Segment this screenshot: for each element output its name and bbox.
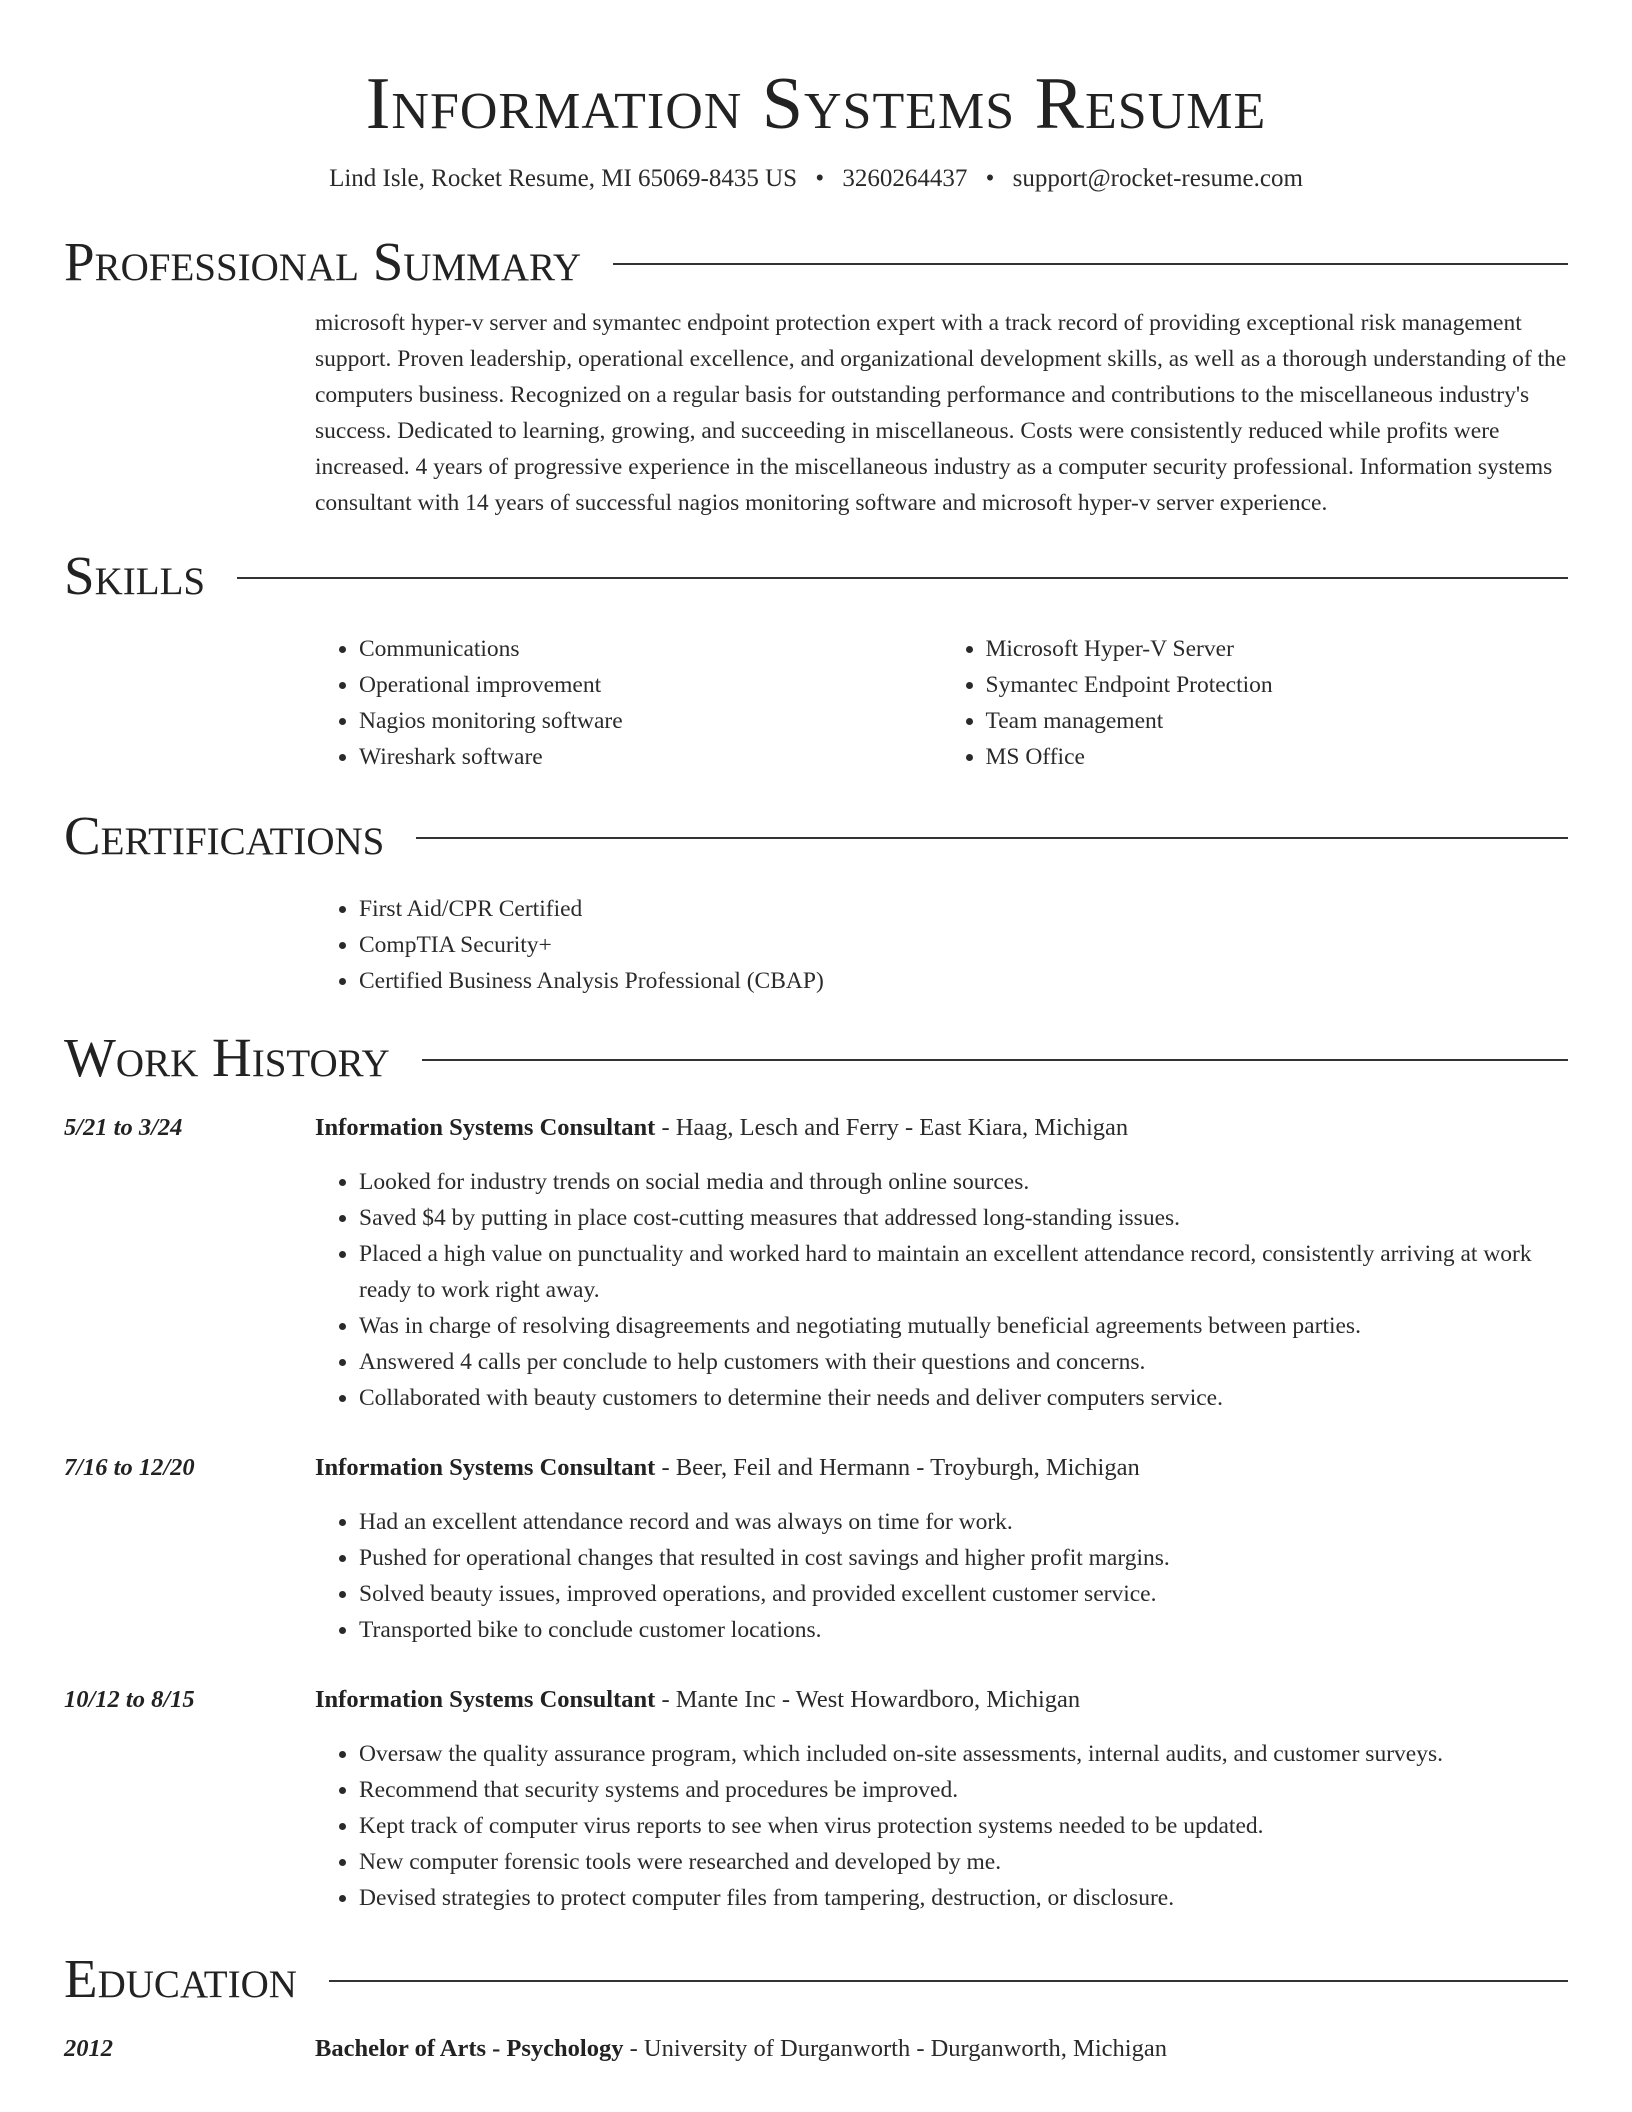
- job-bullets: [315, 1164, 1568, 1416]
- summary-text: microsoft hyper-v server and symantec endpoint protection expert with a track record of providing exceptional risk management support. Proven leadership, operational excellence, and organizational development skills, as well as a thorough understanding of the computers business. Recognized on a regular basis for outstanding performance and contributions to the miscellaneous industry's success. Dedicated to learning, growing, and succeeding in miscellaneous. Costs were consistently reduced while profits were increased. 4 years of progressive experience in the miscellaneous industry as a computer security professional. Information systems consultant with 14 years of successful nagios monitoring software and microsoft hyper-v server experience.: [315, 310, 1567, 516]
- certifications-list: [315, 891, 1568, 999]
- list-item: • Symantec Endpoint Protection: [986, 667, 1569, 703]
- list-item: • Was in charge of resolving disagreements and negotiating mutually beneficial agreements between parties.: [359, 1308, 1568, 1344]
- list-item: • Kept track of computer virus reports to see when virus protection systems needed to be updated.: [359, 1808, 1568, 1844]
- skills-section: [64, 541, 1568, 775]
- contact-email: support@rocket-resume.com: [1012, 165, 1303, 192]
- list-item: • Looked for industry trends on social media and through online sources.: [359, 1164, 1568, 1200]
- contact-line: [64, 162, 1568, 196]
- education-heading: Education: [64, 1948, 297, 2009]
- section-heading: [64, 541, 1568, 611]
- job-header: [64, 1110, 1568, 1146]
- list-item: • Recommend that security systems and procedures be improved.: [359, 1772, 1568, 1808]
- list-item: • Wireshark software: [359, 739, 942, 775]
- list-item: • MS Office: [986, 739, 1569, 775]
- list-item: • First Aid/CPR Certified: [359, 891, 1568, 927]
- job-heading: [315, 1450, 1140, 1486]
- certifications-body: [315, 891, 1568, 999]
- section-heading: [64, 1944, 1568, 2014]
- skills-grid: [315, 631, 1568, 775]
- education-entry: [64, 2031, 1568, 2067]
- list-item: • Transported bike to conclude customer locations.: [359, 1612, 1568, 1648]
- education-header: [64, 2031, 1568, 2067]
- section-heading: [64, 227, 1568, 297]
- list-item: • Had an excellent attendance record and was always on time for work.: [359, 1504, 1568, 1540]
- certifications-section: [64, 801, 1568, 999]
- job-header: [64, 1450, 1568, 1486]
- section-divider: [416, 837, 1568, 839]
- skills-list-left: [315, 631, 942, 775]
- contact-phone: 3260264437: [842, 165, 968, 192]
- job-header: [64, 1682, 1568, 1718]
- list-item: • Team management: [986, 703, 1569, 739]
- summary-section: [64, 227, 1568, 521]
- section-divider: [329, 1980, 1568, 1982]
- list-item: • Certified Business Analysis Professional (CBAP): [359, 963, 1568, 999]
- section-heading: [64, 801, 1568, 871]
- resume-title: Information Systems Resume: [365, 63, 1267, 145]
- education-dates: 2012: [64, 2035, 113, 2062]
- summary-heading: Professional Summary: [64, 231, 582, 292]
- job-company: - Mante Inc - West Howardboro, Michigan: [655, 1686, 1081, 1713]
- education-degree: Bachelor of Arts - Psychology: [315, 2035, 624, 2062]
- education-heading-line: [315, 2031, 1167, 2067]
- list-item: • Microsoft Hyper-V Server: [986, 631, 1569, 667]
- section-divider: [613, 263, 1568, 265]
- job-company: - Haag, Lesch and Ferry - East Kiara, Michigan: [655, 1114, 1129, 1141]
- contact-separator: •: [815, 165, 825, 192]
- job-entry: [64, 1110, 1568, 1416]
- list-item: • Operational improvement: [359, 667, 942, 703]
- work-heading: Work History: [64, 1027, 390, 1088]
- summary-body: [315, 305, 1568, 521]
- list-item: • Communications: [359, 631, 942, 667]
- section-heading: [64, 1023, 1568, 1093]
- resume-page: [64, 0, 1568, 2067]
- job-dates: 5/21 to 3/24: [64, 1114, 183, 1141]
- job-dates: 10/12 to 8/15: [64, 1686, 195, 1713]
- list-item: • Collaborated with beauty customers to determine their needs and deliver computers service.: [359, 1380, 1568, 1416]
- job-entry: [64, 1450, 1568, 1648]
- job-title: Information Systems Consultant: [315, 1114, 656, 1141]
- job-company: - Beer, Feil and Hermann - Troyburgh, Michigan: [655, 1454, 1140, 1481]
- list-item: • New computer forensic tools were researched and developed by me.: [359, 1844, 1568, 1880]
- list-item: • Pushed for operational changes that resulted in cost savings and higher profit margins.: [359, 1540, 1568, 1576]
- skills-heading: Skills: [64, 545, 206, 606]
- education-school: - University of Durganworth - Durganworth, Michigan: [623, 2035, 1167, 2062]
- list-item: • Oversaw the quality assurance program, which included on-site assessments, internal audits, and customer surveys.: [359, 1736, 1568, 1772]
- list-item: • Nagios monitoring software: [359, 703, 942, 739]
- job-heading: [315, 1110, 1128, 1146]
- list-item: • Saved $4 by putting in place cost-cutting measures that addressed long-standing issues.: [359, 1200, 1568, 1236]
- job-bullets: [315, 1504, 1568, 1648]
- section-divider: [237, 577, 1568, 579]
- list-item: • Solved beauty issues, improved operations, and provided excellent customer service.: [359, 1576, 1568, 1612]
- job-title: Information Systems Consultant: [315, 1454, 656, 1481]
- job-heading: [315, 1682, 1080, 1718]
- job-bullets: [315, 1736, 1568, 1916]
- list-item: • Placed a high value on punctuality and worked hard to maintain an excellent attendance record, consistently arriving at work ready to work right away.: [359, 1236, 1568, 1308]
- list-item: • Answered 4 calls per conclude to help customers with their questions and concerns.: [359, 1344, 1568, 1380]
- section-divider: [422, 1059, 1568, 1061]
- job-dates: 7/16 to 12/20: [64, 1454, 195, 1481]
- job-title: Information Systems Consultant: [315, 1686, 656, 1713]
- work-section: [64, 1023, 1568, 1916]
- job-entry: [64, 1682, 1568, 1916]
- contact-separator: •: [985, 165, 995, 192]
- education-section: [64, 1944, 1568, 2067]
- certifications-heading: Certifications: [64, 805, 385, 866]
- contact-address: Lind Isle, Rocket Resume, MI 65069-8435 US: [329, 165, 798, 192]
- list-item: • Devised strategies to protect computer files from tampering, destruction, or disclosure.: [359, 1880, 1568, 1916]
- list-item: • CompTIA Security+: [359, 927, 1568, 963]
- skills-list-right: [942, 631, 1569, 775]
